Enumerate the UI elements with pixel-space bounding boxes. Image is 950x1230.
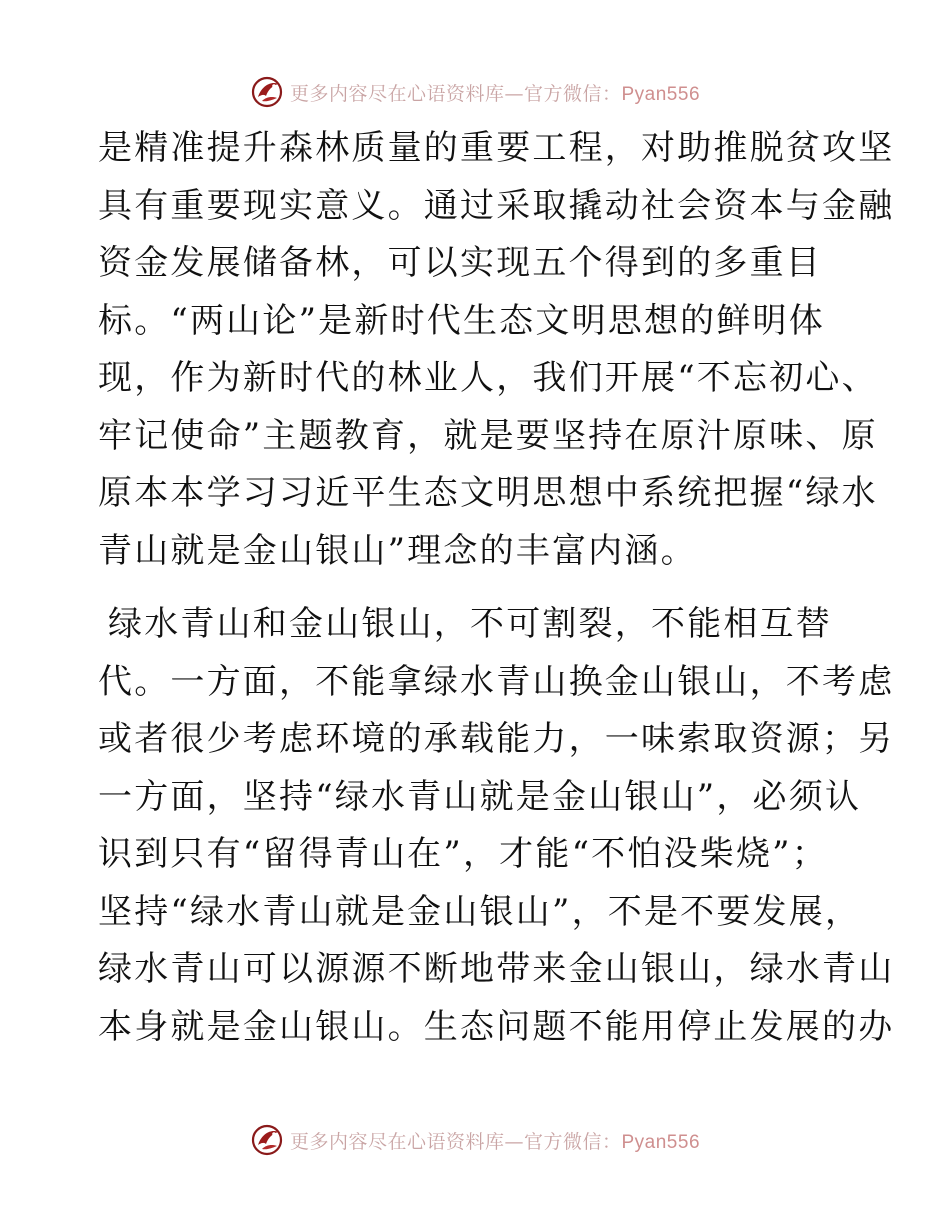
text-line: 代。一方面，不能拿绿水青山换金山银山，不考虑: [98, 661, 895, 702]
text-line: 现，作为新时代的林业人，我们开展“不忘初心、: [98, 358, 878, 398]
text-line: 原本本学习习近平生态文明思想中系统把握“绿水: [98, 473, 878, 513]
text-line: 一方面，坚持“绿水青山就是金山银山”，必须认: [98, 776, 862, 817]
text-line: 牢记使命”主题教育，就是要坚持在原汁原味、原: [98, 415, 878, 456]
paragraph-1: [98, 120, 895, 580]
text-line: 绿水青山和金山银山，不可割裂，不能相互替: [108, 604, 832, 644]
footer-watermark: [0, 1120, 950, 1160]
document-body: [98, 120, 895, 1056]
text-line: 青山就是金山银山”理念的丰富内涵。: [98, 530, 697, 571]
watermark-handle: Pyan556: [621, 83, 701, 105]
paragraph-spacer: [98, 580, 858, 596]
text-line: 或者很少考虑环境的承载能力，一味索取资源；另: [98, 719, 895, 759]
phoenix-logo-icon: [250, 1123, 284, 1157]
text-line: 绿水青山可以源源不断地带来金山银山，绿水青山: [98, 949, 895, 989]
text-line: 资金发展储备林，可以实现五个得到的多重目: [98, 243, 822, 283]
paragraph-2: [98, 596, 895, 1056]
header-watermark: [0, 72, 950, 112]
watermark-text: 更多内容尽在心语资料库—官方微信：Pyan556: [289, 1130, 701, 1153]
text-line: 标。“两山论”是新时代生态文明思想的鲜明体: [98, 300, 825, 341]
phoenix-logo-icon: [250, 75, 284, 109]
text-line: 是精准提升森林质量的重要工程，对助推脱贫攻坚: [98, 128, 895, 168]
watermark-text: 更多内容尽在心语资料库—官方微信：Pyan556: [289, 82, 701, 105]
watermark-handle: Pyan556: [621, 1131, 701, 1153]
text-line: 具有重要现实意义。通过采取撬动社会资本与金融: [98, 185, 895, 226]
text-line: 坚持“绿水青山就是金山银山”，不是不要发展，: [98, 891, 862, 932]
text-line: 本身就是金山银山。生态问题不能用停止发展的办: [98, 1006, 895, 1047]
text-line: 识到只有“留得青山在”，才能“不怕没柴烧”；: [98, 834, 828, 874]
